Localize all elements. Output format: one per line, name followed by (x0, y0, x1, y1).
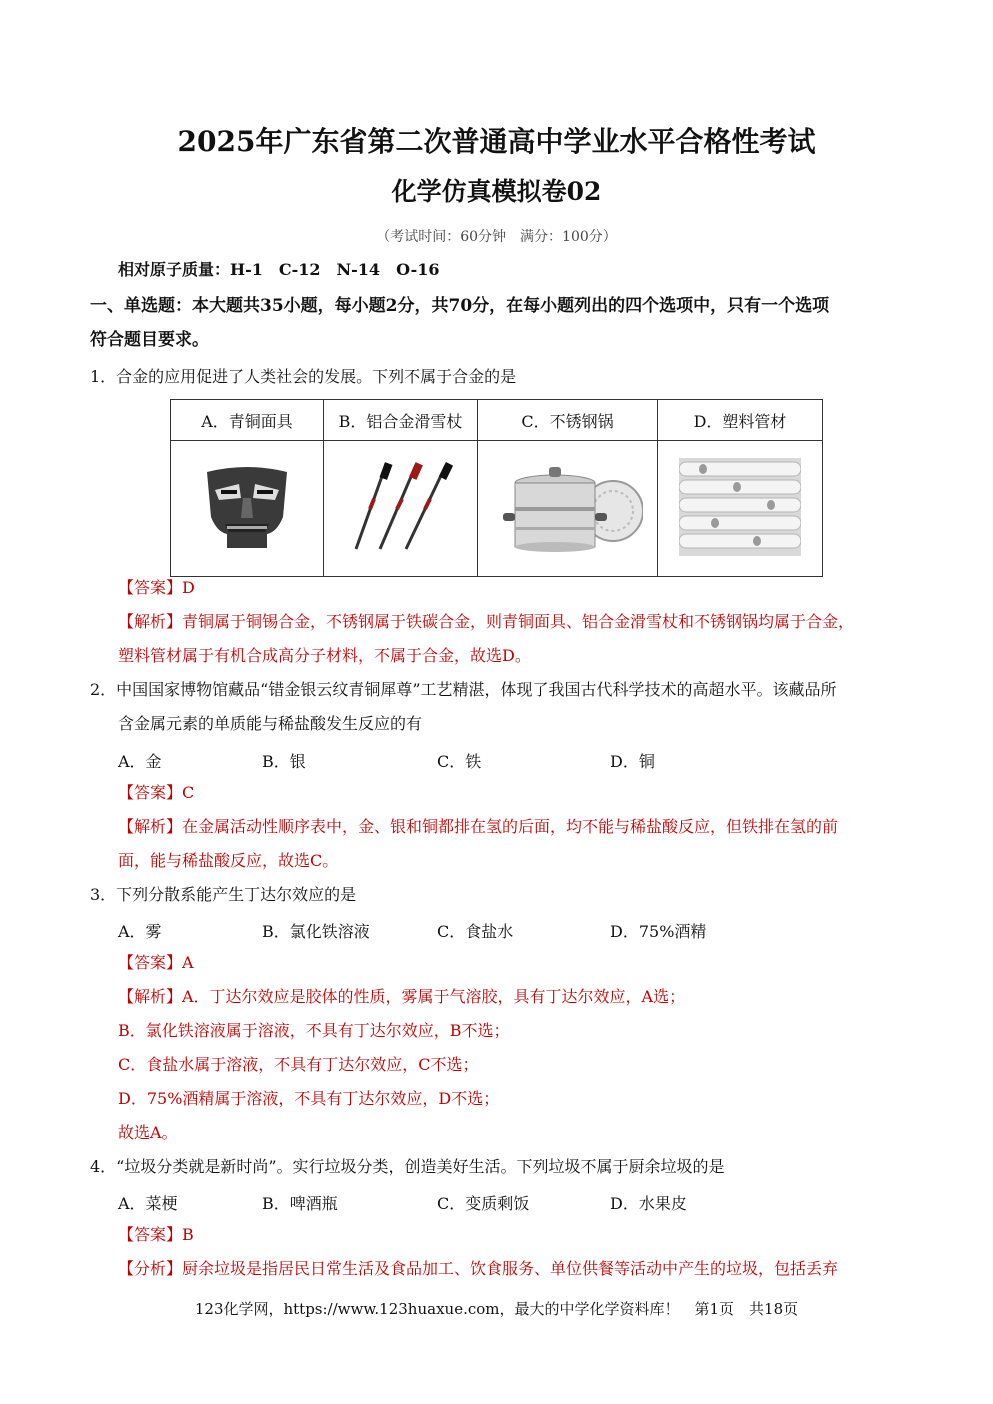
q3-option-d: D．75%酒精 (610, 922, 707, 941)
section-heading-line1: 一、单选题：本大题共35小题，每小题2分，共70分，在每小题列出的四个选项中，只有一个选项 (90, 296, 830, 316)
q2-analysis-line2: 面，能与稀盐酸反应，故选C。 (118, 851, 339, 870)
q2-stem-line1: 2．中国国家博物馆藏品“错金银云纹青铜犀尊”工艺精湛，体现了我国古代科学技术的高超水平。该藏品所 (90, 680, 837, 699)
q3-stem: 3．下列分散系能产生丁达尔效应的是 (90, 885, 357, 904)
q2-stem-line2: 含金属元素的单质能与稀盐酸发生反应的有 (118, 714, 423, 733)
q1-stem: 1．合金的应用促进了人类社会的发展。下列不属于合金的是 (90, 367, 517, 386)
ski-poles-image (324, 441, 478, 577)
q4-option-d: D．水果皮 (610, 1194, 687, 1213)
q2-option-b: B．银 (262, 752, 306, 771)
atomic-mass: 相对原子质量：H-1 C-12 N-14 O-16 (118, 260, 440, 279)
q2-option-a: A．金 (118, 752, 162, 771)
q2-option-c: C．铁 (437, 752, 482, 771)
exam-info: （考试时间：60分钟 满分：100分） (376, 229, 617, 245)
q3-option-a: A．雾 (118, 922, 162, 941)
q3-option-c: C．食盐水 (437, 922, 514, 941)
q1-option-c: C．不锈钢锅 (478, 400, 658, 441)
q3-option-b: B．氯化铁溶液 (262, 922, 370, 941)
q1-option-d: D．塑料管材 (658, 400, 823, 441)
steel-pot-image (478, 441, 658, 577)
q1-option-a: A．青铜面具 (171, 400, 324, 441)
q2-answer: 【答案】C (118, 783, 195, 802)
q1-analysis-line1: 【解析】青铜属于铜锡合金，不锈钢属于铁碳合金，则青铜面具、铝合金滑雪杖和不锈钢锅均属于合金， (118, 612, 855, 631)
q4-option-b: B．啤酒瓶 (262, 1194, 338, 1213)
section-heading-line2: 符合题目要求。 (90, 330, 209, 350)
q4-answer: 【答案】B (118, 1225, 194, 1244)
document-title: 2025年广东省第二次普通高中学业水平合格性考试 (177, 125, 816, 158)
document-subtitle: 化学仿真模拟卷02 (391, 177, 602, 206)
q3-answer: 【答案】A (118, 953, 194, 972)
q3-analysis-line3: C．食盐水属于溶液，不具有丁达尔效应，C不选； (118, 1055, 479, 1074)
q4-option-c: C．变质剩饭 (437, 1194, 530, 1213)
q4-stem: 4．“垃圾分类就是新时尚”。实行垃圾分类，创造美好生活。下列垃圾不属于厨余垃圾的是 (90, 1157, 725, 1176)
q1-answer: 【答案】D (118, 578, 195, 597)
q1-analysis-line2: 塑料管材属于有机合成高分子材料，不属于合金，故选D。 (118, 646, 531, 665)
q1-option-b: B．铝合金滑雪杖 (324, 400, 478, 441)
q2-analysis-line1: 【解析】在金属活动性顺序表中，金、银和铜都排在氢的后面，均不能与稀盐酸反应，但铁排在氢的前 (118, 817, 839, 836)
q3-analysis-line5: 故选A。 (118, 1123, 178, 1142)
plastic-pipes-image (658, 441, 823, 577)
q2-option-d: D．铜 (610, 752, 655, 771)
q3-analysis-line2: B．氯化铁溶液属于溶液，不具有丁达尔效应，B不选； (118, 1021, 510, 1040)
q3-analysis-line1: 【解析】A．丁达尔效应是胶体的性质，雾属于气溶胶，具有丁达尔效应，A选； (118, 987, 686, 1006)
q4-analysis-line1: 【分析】厨余垃圾是指居民日常生活及食品加工、饮食服务、单位供餐等活动中产生的垃圾，包括丢弃 (118, 1259, 839, 1278)
bronze-mask-image (171, 441, 324, 577)
page-footer: 123化学网，https://www.123huaxue.com，最大的中学化学资料库！ 第1页 共18页 (194, 1300, 799, 1318)
q1-options-table (170, 399, 823, 577)
q3-analysis-line4: D．75%酒精属于溶液，不具有丁达尔效应，D不选； (118, 1089, 500, 1108)
q4-option-a: A．菜梗 (118, 1194, 178, 1213)
